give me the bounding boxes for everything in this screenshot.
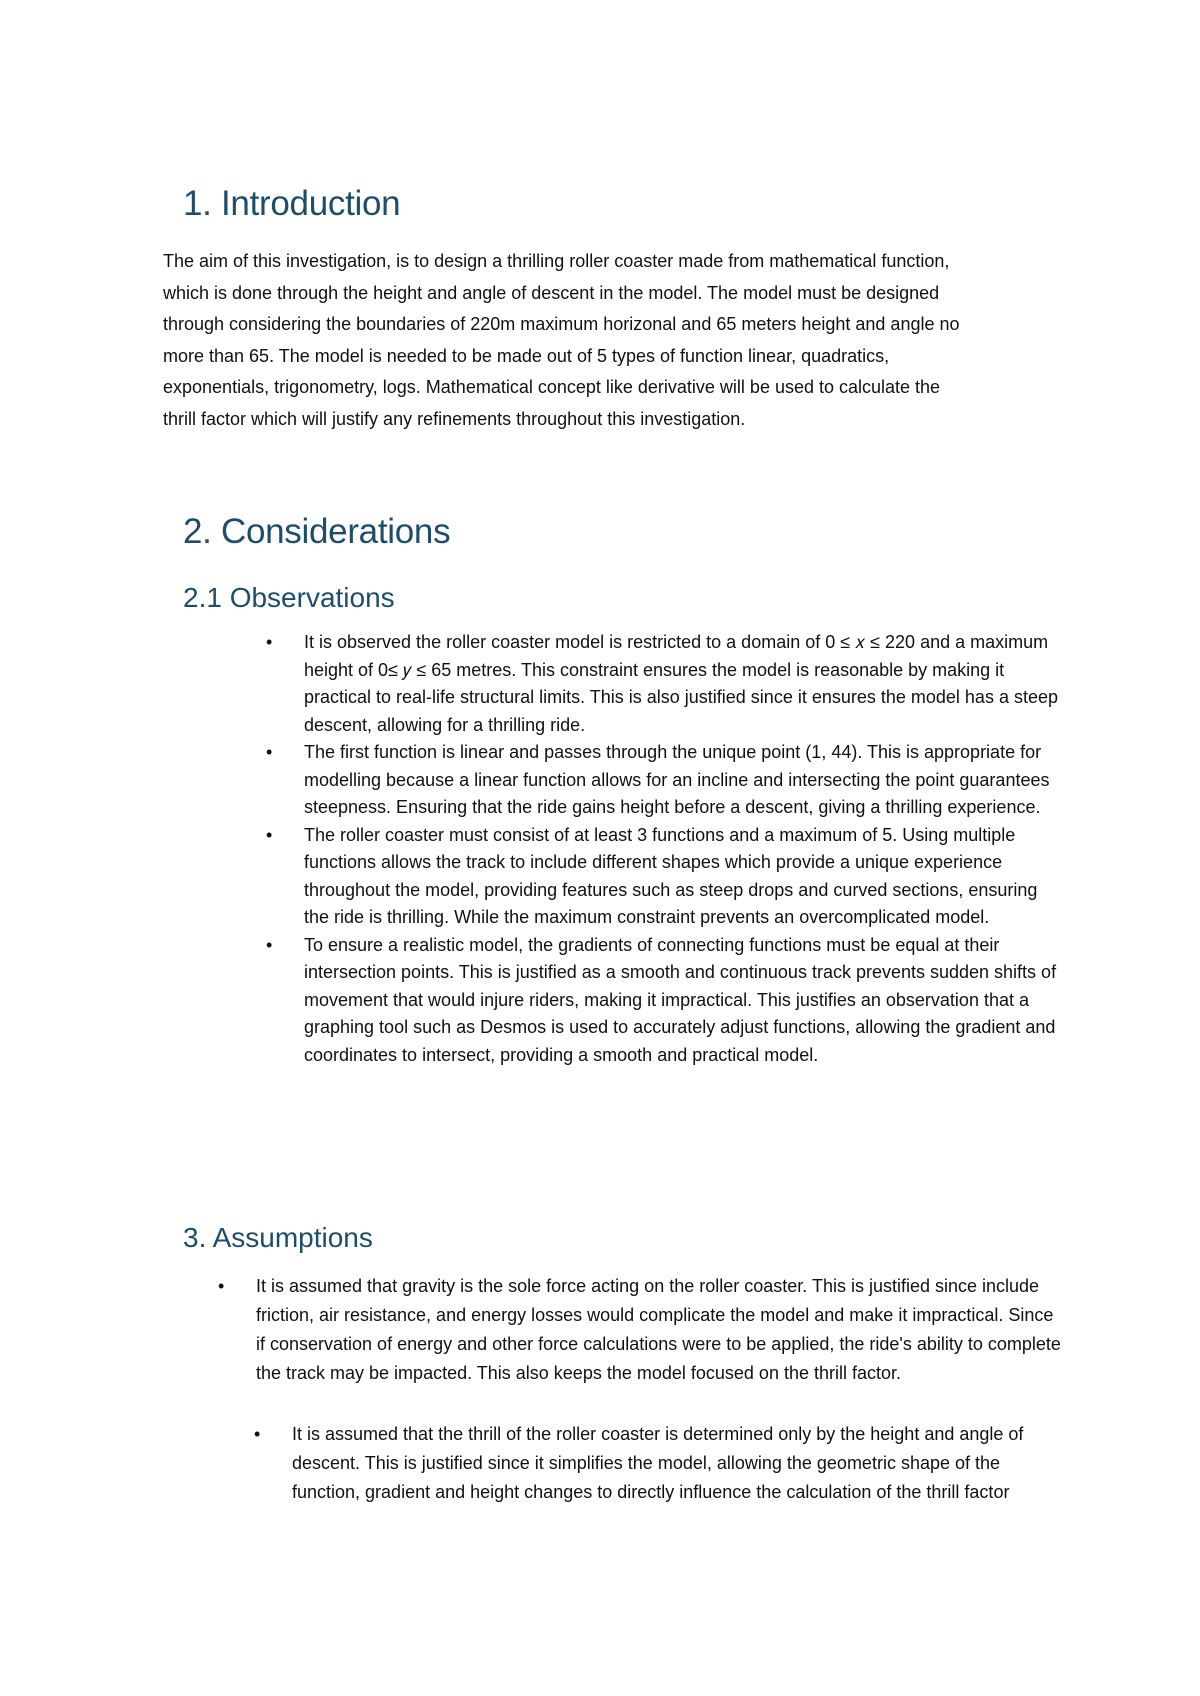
list-item: • It is observed the roller coaster model is restricted to a domain of 0 ≤ 𝑥 ≤ 220 and a maximum height of 0≤ 𝑦 ≤ 65 metres. This constraint ensures the model is reasonable by making it practical to real-life structural limits. This is also justified since it ensures the model has a steep descent, allowing for a thrilling ride. bbox=[304, 629, 1066, 739]
section-heading-considerations bbox=[183, 512, 450, 552]
list-item: • The roller coaster must consist of at least 3 functions and a maximum of 5. Using multiple functions allows the track to include different shapes which provide a unique experience throughout the model, providing features such as steep drops and curved sections, ensuring the ride is thrilling. While the maximum constraint prevents an overcomplicated model. bbox=[304, 822, 1066, 932]
list-item: • It is assumed that the thrill of the roller coaster is determined only by the height and angle of descent. This is justified since it simplifies the model, allowing the geometric shape of the function, gradient and height changes to directly influence the calculation of the thrill factor bbox=[292, 1420, 1066, 1507]
observations-list bbox=[304, 629, 1066, 1069]
section-title: Introduction bbox=[221, 184, 401, 223]
section-title: Considerations bbox=[221, 512, 451, 551]
subsection-heading-observations: 2.1 Observations bbox=[183, 582, 395, 613]
list-item: • The first function is linear and passes through the unique point (1, 44). This is appropriate for modelling because a linear function allows for an incline and intersecting the point guarantees steepness. Ensuring that the ride gains height before a descent, giving a thrilling experience. bbox=[304, 739, 1066, 822]
introduction-paragraph: The aim of this investigation, is to design a thrilling roller coaster made from mathematical function, which is done through the height and angle of descent in the model. The model must be designed through considering the boundaries of 220m maximum horizonal and 65 meters height and angle no more than 65. The model is needed to be made out of 5 types of function linear, quadratics, exponentials, trigonometry, logs. Mathematical concept like derivative will be used to calculate the thrill factor which will justify any refinements throughout this investigation. bbox=[163, 251, 960, 429]
assumptions-list bbox=[256, 1272, 1066, 1388]
list-item: • To ensure a realistic model, the gradients of connecting functions must be equal at their intersection points. This is justified as a smooth and continuous track prevents sudden shifts of movement that would injure riders, making it impractical. This justifies an observation that a graphing tool such as Desmos is used to accurately adjust functions, allowing the gradient and coordinates to intersect, providing a smooth and practical model. bbox=[304, 932, 1066, 1070]
list-item: • It is assumed that gravity is the sole force acting on the roller coaster. This is justified since include friction, air resistance, and energy losses would complicate the model and make it impractical. Since if conservation of energy and other force calculations were to be applied, the ride's ability to complete the track may be impacted. This also keeps the model focused on the thrill factor. bbox=[256, 1272, 1066, 1388]
section-heading-introduction bbox=[183, 184, 400, 224]
section-heading-assumptions: 3. Assumptions bbox=[183, 1222, 373, 1253]
assumptions-nested-list bbox=[292, 1420, 1066, 1507]
section-number: 2. bbox=[183, 512, 212, 551]
section-number: 1. bbox=[183, 184, 212, 223]
